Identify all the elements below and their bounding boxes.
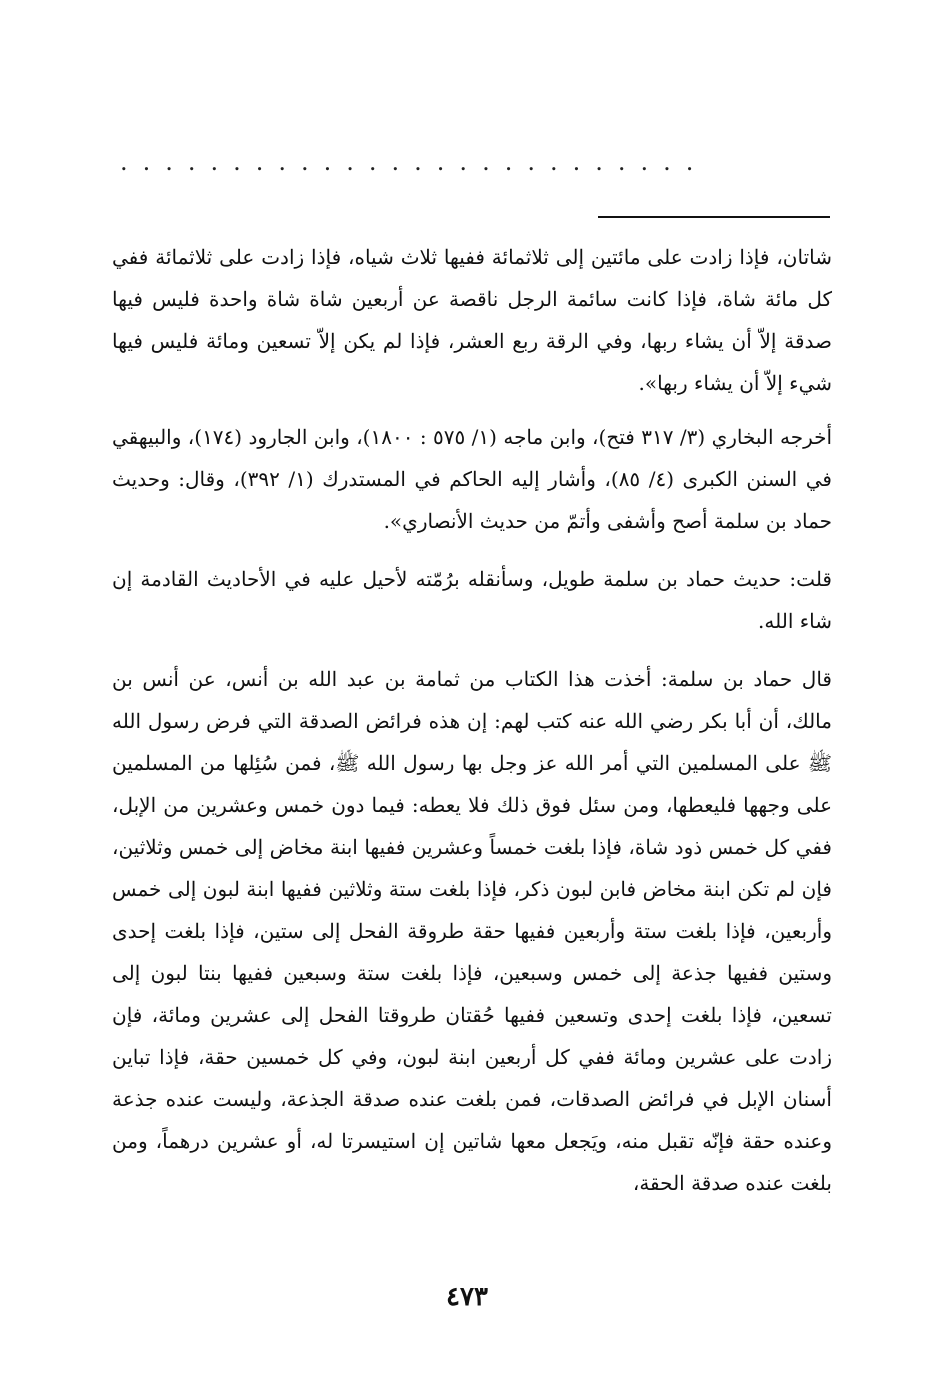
- page-body: [112, 236, 832, 1220]
- dotted-separator: ..........................: [120, 152, 709, 172]
- paragraph-author-note: قلت: حديث حماد بن سلمة طويل، وسأنقله برُمّته لأحيل عليه في الأحاديث القادمة إن شاء الله.: [112, 567, 832, 633]
- paragraph-hadith-end: شاتان، فإذا زادت على مائتين إلى ثلاثمائة ففيها ثلاث شياه، فإذا زادت على ثلاثمائة ففي كل مائة شاة، فإذا كانت سائمة الرجل ناقصة عن أربعين شاة شاة واحدة فليس فيها صدقة إلاّ أن يشاء ربها، وفي الرقة ربع العشر، فإذا لم يكن إلاّ تسعين ومائة فليس فيها شيء إلاّ أن يشاء ربها».: [112, 245, 832, 395]
- footnote-rule: [598, 216, 830, 218]
- paragraph-hammad-hadith: قال حماد بن سلمة: أخذت هذا الكتاب من ثمامة بن عبد الله بن أنس، عن أنس بن مالك، أن أبا بكر رضي الله عنه كتب لهم: إن هذه فرائض الصدقة التي فرض رسول الله ﷺ على المسلمين التي أمر الله عز وجل بها رسول الله ﷺ، فمن سُئِلها من المسلمين على وجهها فليعطها، ومن سئل فوق ذلك فلا يعطه: فيما دون خمس وعشرين من الإبل، ففي كل خمس ذود شاة، فإذا بلغت خمساً وعشرين ففيها ابنة مخاض إلى خمس وثلاثين، فإن لم تكن ابنة مخاض فابن لبون ذكر، فإذا بلغت ستة وثلاثين ففيها ابنة لبون إلى خمس وأربعين، فإذا بلغت ستة وأربعين ففيها حقة طروقة الفحل إلى ستين، فإذا بلغت إحدى وستين ففيها جذعة إلى خمس وسبعين، فإذا بلغت ستة وسبعين ففيها بنتا لبون إلى تسعين، فإذا بلغت إحدى وتسعين ففيها حُقتان طروقتا الفحل إلى عشرين ومائة، فإن زادت على عشرين ومائة ففي كل أربعين ابنة لبون، وفي كل خمسين حقة، فإذا تباين أسنان الإبل في فرائض الصدقات، فمن بلغت عنده صدقة الجذعة، وليست عنده جذعة وعنده حقة فإنّه تقبل منه، ويَجعل معها شاتين إن استيسرتا له، أو عشرين درهماً، ومن بلغت عنده صدقة الحقة،: [112, 667, 833, 1195]
- paragraph-takhrij: أخرجه البخاري (٣/ ٣١٧ فتح)، وابن ماجه (١/ ٥٧٥ : ١٨٠٠)، وابن الجارود (١٧٤)، والبيهقي في السنن الكبرى (٤/ ٨٥)، وأشار إليه الحاكم في المستدرك (١/ ٣٩٢)، وقال: وحديث حماد بن سلمة أصح وأشفى وأتمّ من حديث الأنصاري».: [112, 425, 833, 533]
- page-number: ٤٧٣: [446, 1282, 488, 1312]
